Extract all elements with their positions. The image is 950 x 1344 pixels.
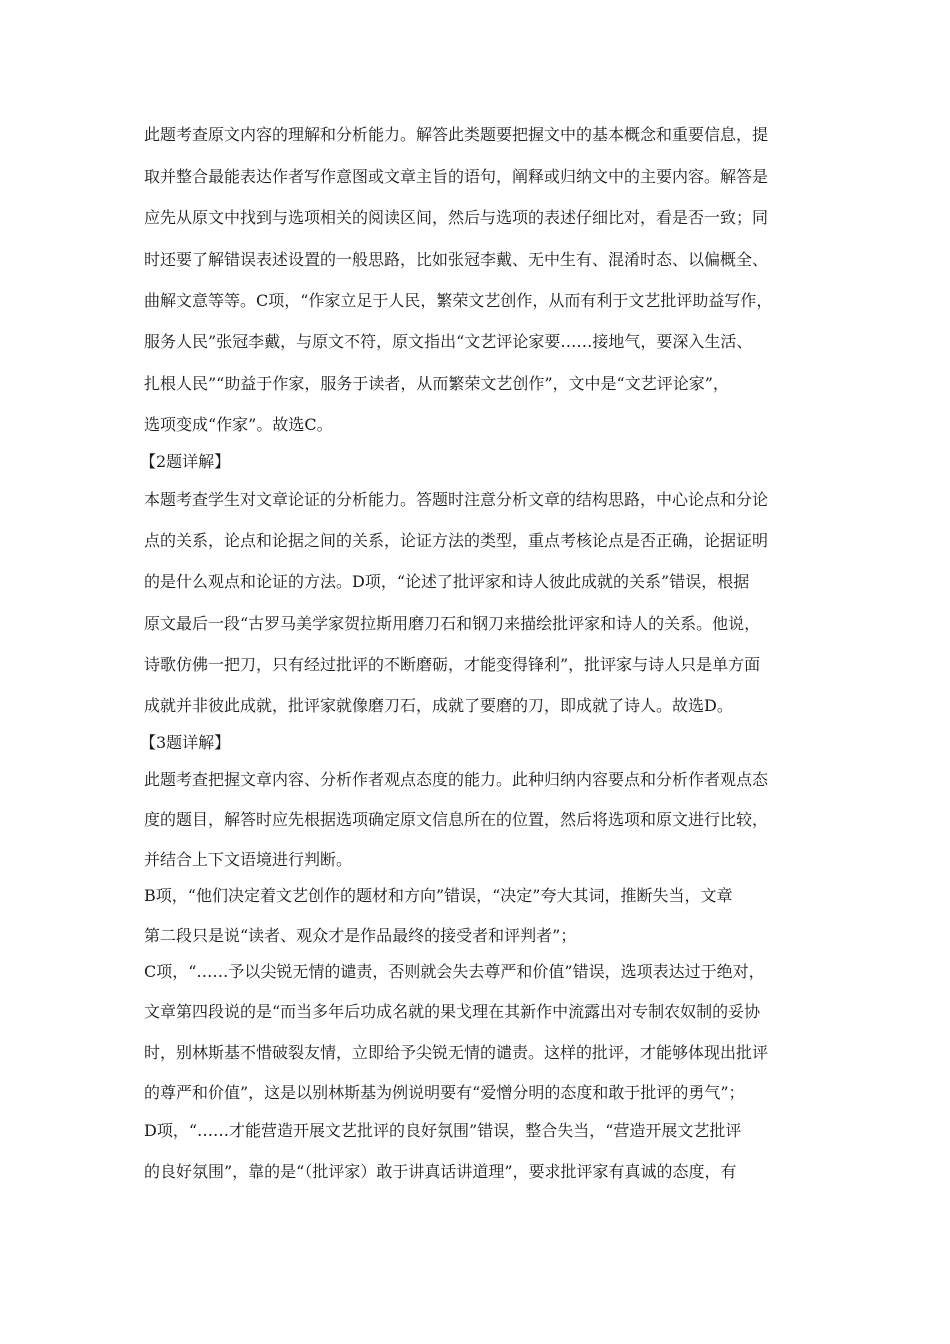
paragraph-line: 选项变成“作家”。故选C。 <box>144 415 333 434</box>
paragraph-line: 的尊严和价值”，这是以别林斯基为例说明要有“爱憎分明的态度和敢于批评的勇气”； <box>144 1083 745 1102</box>
paragraph-line: 度的题目，解答时应先根据选项确定原文信息所在的位置，然后将选项和原文进行比较， <box>144 810 769 829</box>
paragraph-line: 并结合上下文语境进行判断。 <box>144 850 353 869</box>
paragraph-line: 取并整合最能表达作者写作意图或文章主旨的语句，阐释或归纳文中的主要内容。解答是 <box>144 167 769 186</box>
paragraph-line: 时，别林斯基不惜破裂友情，立即给予尖锐无情的谴责。这样的批评，才能够体现出批评 <box>144 1043 769 1062</box>
paragraph-line: 曲解文意等等。C项，“作家立足于人民，繁荣文艺创作，从而有利于文艺批评助益写作， <box>144 291 773 310</box>
paragraph-line: 扎根人民”“助益于作家，服务于读者，从而繁荣文艺创作”，文中是“文艺评论家”， <box>144 374 729 393</box>
paragraph-line: 第二段只是说“读者、观众才是作品最终的接受者和评判者”； <box>144 926 577 945</box>
paragraph-line: D项，“……才能营造开展文艺批评的良好氛围”错误，整合失当，“营造开展文艺批评 <box>144 1121 742 1140</box>
paragraph-line: 原文最后一段“古罗马美学家贺拉斯用磨刀石和钢刀来描绘批评家和诗人的关系。他说， <box>144 614 761 633</box>
section-heading-2: 【2题详解】 <box>140 452 231 471</box>
paragraph-line: 文章第四段说的是“而当多年后功成名就的果戈理在其新作中流露出对专制农奴制的妥协 <box>144 1002 761 1021</box>
paragraph-line: C项，“……予以尖锐无情的谴责，否则就会失去尊严和价值”错误，选项表达过于绝对， <box>144 962 765 981</box>
paragraph-line: 成就并非彼此成就，批评家就像磨刀石，成就了要磨的刀，即成就了诗人。故选D。 <box>144 696 733 715</box>
paragraph-line: 本题考查学生对文章论证的分析能力。答题时注意分析文章的结构思路，中心论点和分论 <box>144 490 769 509</box>
paragraph-line: 点的关系，论点和论据之间的关系，论证方法的类型，重点考核论点是否正确，论据证明 <box>144 531 769 550</box>
paragraph-line: 应先从原文中找到与选项相关的阅读区间，然后与选项的表述仔细比对，看是否一致；同 <box>144 208 769 227</box>
paragraph-line: 此题考查原文内容的理解和分析能力。解答此类题要把握文中的基本概念和重要信息，提 <box>144 125 769 144</box>
paragraph-line: 的是什么观点和论证的方法。D项，“论述了批评家和诗人彼此成就的关系”错误，根据 <box>144 572 750 591</box>
paragraph-line: 时还要了解错误表述设置的一般思路，比如张冠李戴、无中生有、混淆时态、以偏概全、 <box>144 250 769 269</box>
paragraph-line: 诗歌仿佛一把刀，只有经过批评的不断磨砺，才能变得锋利”，批评家与诗人只是单方面 <box>144 655 761 674</box>
paragraph-line: B项，“他们决定着文艺创作的题材和方向”错误，“决定”夸大其词，推断失当，文章 <box>144 886 733 905</box>
paragraph-line: 的良好氛围”，靠的是“（批评家）敢于讲真话讲道理”，要求批评家有真诚的态度，有 <box>144 1162 737 1181</box>
paragraph-line: 服务人民”张冠李戴，与原文不符，原文指出“文艺评论家要……接地气，要深入生活、 <box>144 332 753 351</box>
paragraph-line: 此题考查把握文章内容、分析作者观点态度的能力。此种归纳内容要点和分析作者观点态 <box>144 770 769 789</box>
section-heading-3: 【3题详解】 <box>140 733 231 752</box>
